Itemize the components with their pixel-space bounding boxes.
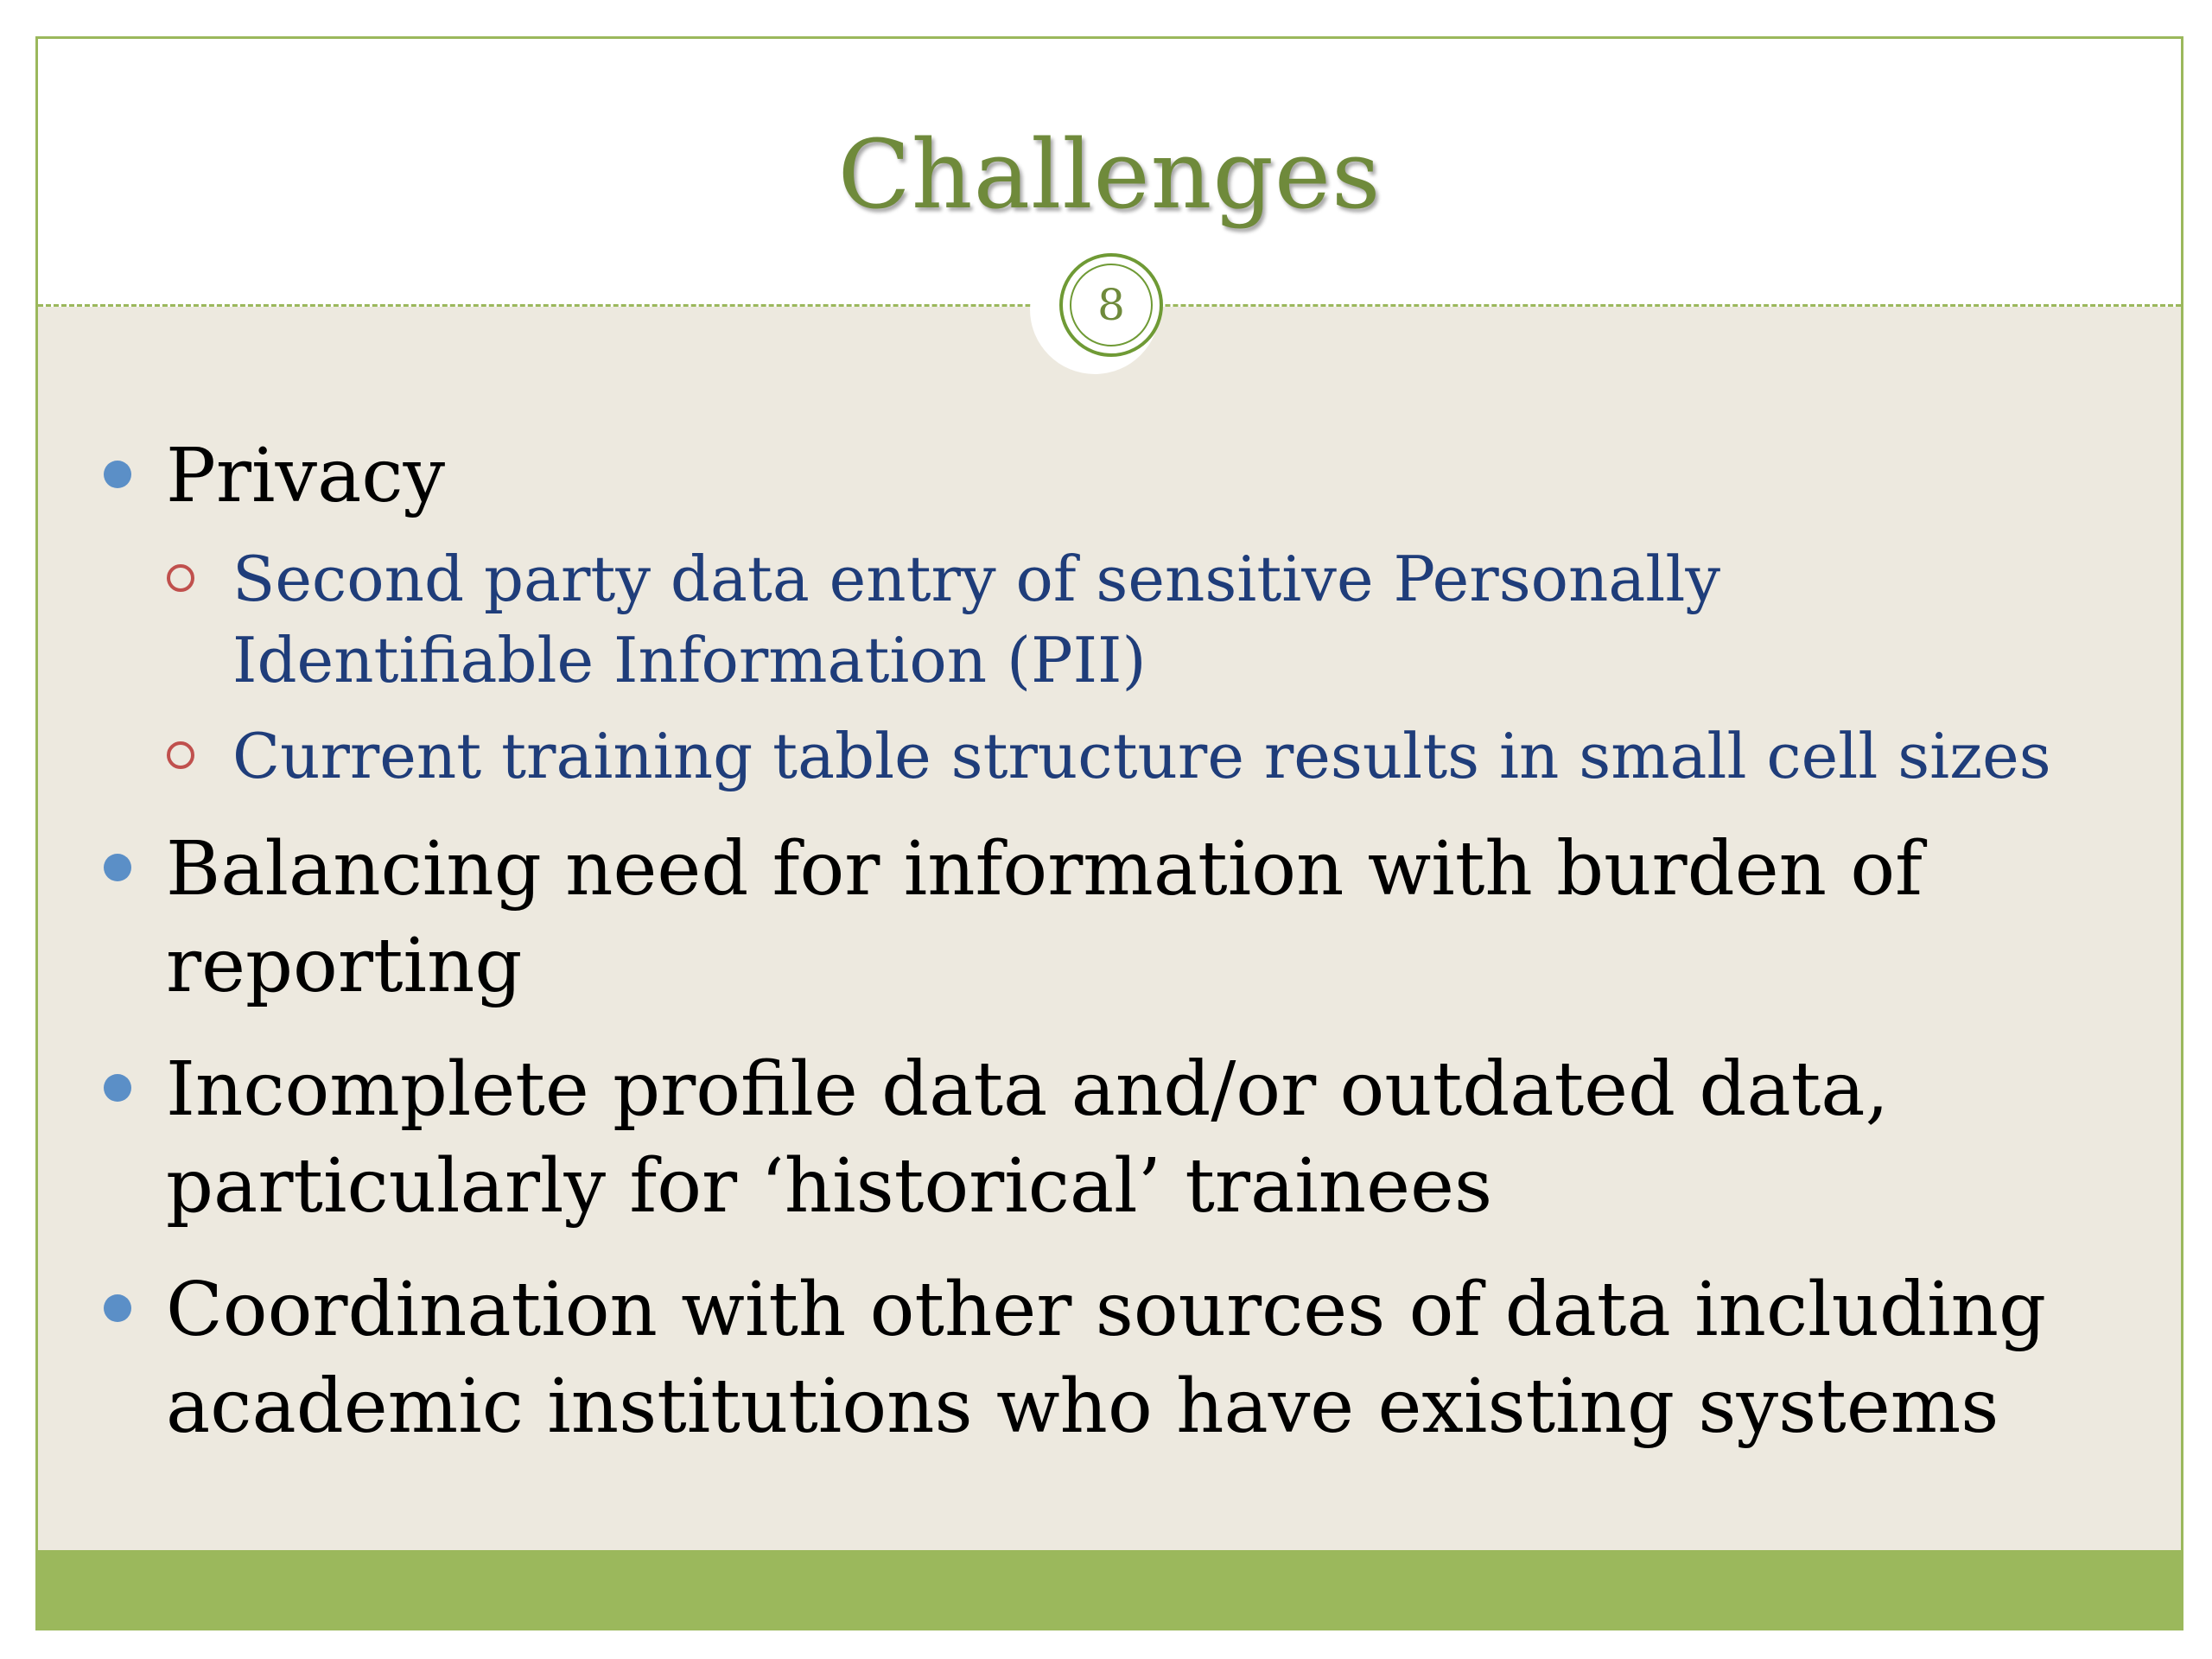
slide [35, 36, 2183, 1630]
bullet-dot-icon [104, 1294, 131, 1322]
bullet-dot-icon [104, 1074, 131, 1102]
footer-bar [38, 1550, 2181, 1628]
sub-bullet-circle-icon [167, 741, 194, 769]
sub-bullet-item [232, 715, 2064, 797]
bullet-item [166, 1041, 2067, 1235]
bullet-text: Balancing need for information with burden of reporting [166, 826, 1923, 1009]
sub-bullet-text: Second party data entry of sensitive Personally Identifiable Information (PII) [232, 543, 1721, 696]
slide-title: Challenges [837, 119, 1382, 230]
bullet-item [166, 821, 2067, 1014]
bullet-dot-icon [104, 461, 131, 488]
bullet-text: Incomplete profile data and/or outdated data, particularly for ‘historical’ trainees [166, 1046, 1889, 1230]
sub-bullet-item [232, 538, 2064, 701]
bullet-dot-icon [104, 854, 131, 881]
slide-number-badge [1059, 253, 1163, 357]
bullet-item [166, 428, 2067, 524]
sub-bullet-circle-icon [167, 564, 194, 592]
bullet-text: Privacy [166, 433, 446, 519]
sub-bullet-text: Current training table structure results in small cell sizes [232, 720, 2051, 792]
bullet-item [166, 1262, 2067, 1455]
slide-number: 8 [1070, 264, 1153, 346]
bullet-text: Coordination with other sources of data including academic institutions who have existing systems [166, 1267, 2047, 1450]
